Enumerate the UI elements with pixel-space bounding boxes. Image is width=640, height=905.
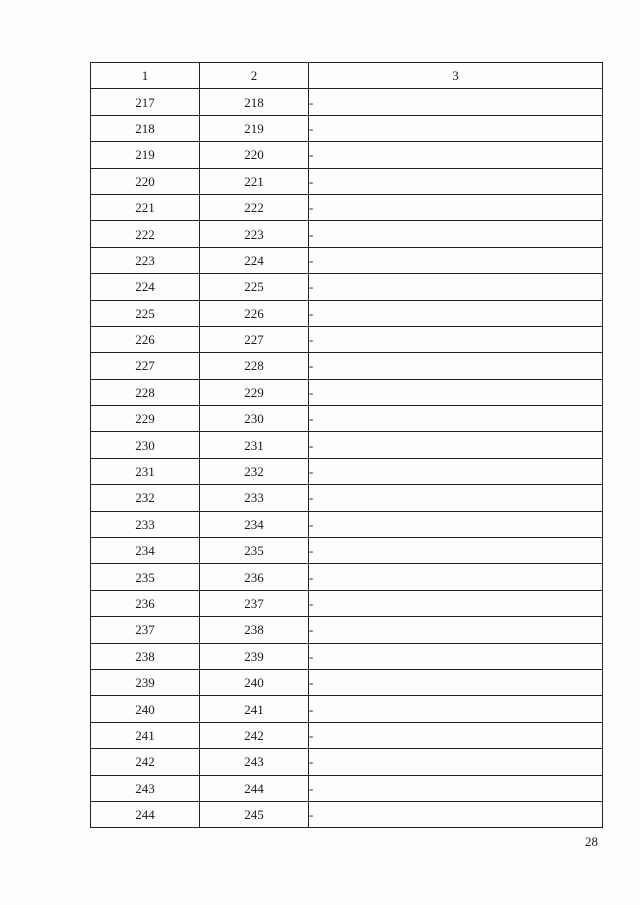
table-row xyxy=(91,538,603,564)
cell-col-2: 227 xyxy=(200,326,309,352)
data-table xyxy=(90,62,603,828)
cell-col-3: - xyxy=(309,722,603,748)
page-number: 28 xyxy=(585,834,598,849)
cell-col-1: 241 xyxy=(91,722,200,748)
cell-col-1: 242 xyxy=(91,749,200,775)
cell-col-2: 218 xyxy=(200,89,309,115)
table-row xyxy=(91,89,603,115)
cell-col-1: 232 xyxy=(91,485,200,511)
table-row xyxy=(91,326,603,352)
cell-col-3: - xyxy=(309,458,603,484)
cell-col-3: - xyxy=(309,590,603,616)
cell-col-2: 240 xyxy=(200,669,309,695)
cell-col-2: 223 xyxy=(200,221,309,247)
cell-col-1: 243 xyxy=(91,775,200,801)
cell-col-2: 220 xyxy=(200,142,309,168)
table-row xyxy=(91,669,603,695)
cell-col-2: 241 xyxy=(200,696,309,722)
cell-col-1: 225 xyxy=(91,300,200,326)
cell-col-3: - xyxy=(309,353,603,379)
column-header-3: 3 xyxy=(309,63,603,89)
cell-col-3: - xyxy=(309,617,603,643)
cell-col-3: - xyxy=(309,485,603,511)
cell-col-2: 245 xyxy=(200,801,309,827)
cell-col-3: - xyxy=(309,115,603,141)
cell-col-3: - xyxy=(309,194,603,220)
cell-col-2: 235 xyxy=(200,538,309,564)
table-row xyxy=(91,590,603,616)
cell-col-2: 228 xyxy=(200,353,309,379)
table-row xyxy=(91,432,603,458)
cell-col-1: 244 xyxy=(91,801,200,827)
cell-col-2: 238 xyxy=(200,617,309,643)
cell-col-2: 244 xyxy=(200,775,309,801)
cell-col-1: 230 xyxy=(91,432,200,458)
cell-col-3: - xyxy=(309,564,603,590)
cell-col-1: 228 xyxy=(91,379,200,405)
table-row xyxy=(91,142,603,168)
table-row xyxy=(91,247,603,273)
table-header-row xyxy=(91,63,603,89)
table-row xyxy=(91,801,603,827)
cell-col-2: 222 xyxy=(200,194,309,220)
cell-col-1: 224 xyxy=(91,274,200,300)
cell-col-2: 234 xyxy=(200,511,309,537)
cell-col-1: 238 xyxy=(91,643,200,669)
cell-col-1: 235 xyxy=(91,564,200,590)
cell-col-2: 237 xyxy=(200,590,309,616)
cell-col-1: 240 xyxy=(91,696,200,722)
table-row xyxy=(91,511,603,537)
cell-col-1: 233 xyxy=(91,511,200,537)
table-row xyxy=(91,696,603,722)
cell-col-3: - xyxy=(309,142,603,168)
cell-col-1: 217 xyxy=(91,89,200,115)
cell-col-1: 221 xyxy=(91,194,200,220)
cell-col-2: 221 xyxy=(200,168,309,194)
table-row xyxy=(91,617,603,643)
cell-col-3: - xyxy=(309,696,603,722)
cell-col-1: 229 xyxy=(91,406,200,432)
cell-col-1: 234 xyxy=(91,538,200,564)
table-row xyxy=(91,274,603,300)
cell-col-2: 232 xyxy=(200,458,309,484)
cell-col-1: 222 xyxy=(91,221,200,247)
cell-col-3: - xyxy=(309,775,603,801)
table-row xyxy=(91,300,603,326)
table-row xyxy=(91,643,603,669)
cell-col-3: - xyxy=(309,247,603,273)
cell-col-3: - xyxy=(309,432,603,458)
table-row xyxy=(91,458,603,484)
cell-col-1: 219 xyxy=(91,142,200,168)
table-row xyxy=(91,485,603,511)
cell-col-2: 233 xyxy=(200,485,309,511)
cell-col-2: 225 xyxy=(200,274,309,300)
table-row xyxy=(91,775,603,801)
cell-col-3: - xyxy=(309,669,603,695)
cell-col-2: 230 xyxy=(200,406,309,432)
cell-col-3: - xyxy=(309,89,603,115)
cell-col-1: 227 xyxy=(91,353,200,379)
cell-col-2: 242 xyxy=(200,722,309,748)
cell-col-3: - xyxy=(309,379,603,405)
table-row xyxy=(91,194,603,220)
cell-col-3: - xyxy=(309,406,603,432)
cell-col-3: - xyxy=(309,538,603,564)
cell-col-2: 236 xyxy=(200,564,309,590)
cell-col-2: 224 xyxy=(200,247,309,273)
cell-col-3: - xyxy=(309,326,603,352)
cell-col-3: - xyxy=(309,643,603,669)
table-row xyxy=(91,168,603,194)
cell-col-2: 229 xyxy=(200,379,309,405)
table-row xyxy=(91,115,603,141)
cell-col-1: 237 xyxy=(91,617,200,643)
table-body xyxy=(91,89,603,828)
cell-col-3: - xyxy=(309,511,603,537)
cell-col-1: 223 xyxy=(91,247,200,273)
cell-col-1: 231 xyxy=(91,458,200,484)
table-row xyxy=(91,564,603,590)
cell-col-1: 236 xyxy=(91,590,200,616)
cell-col-1: 226 xyxy=(91,326,200,352)
cell-col-2: 231 xyxy=(200,432,309,458)
table-row xyxy=(91,749,603,775)
cell-col-1: 239 xyxy=(91,669,200,695)
column-header-2: 2 xyxy=(200,63,309,89)
cell-col-2: 226 xyxy=(200,300,309,326)
cell-col-3: - xyxy=(309,300,603,326)
column-header-1: 1 xyxy=(91,63,200,89)
table-row xyxy=(91,406,603,432)
cell-col-2: 239 xyxy=(200,643,309,669)
cell-col-3: - xyxy=(309,749,603,775)
cell-col-3: - xyxy=(309,221,603,247)
cell-col-1: 220 xyxy=(91,168,200,194)
cell-col-2: 219 xyxy=(200,115,309,141)
cell-col-1: 218 xyxy=(91,115,200,141)
cell-col-2: 243 xyxy=(200,749,309,775)
table-row xyxy=(91,221,603,247)
table-row xyxy=(91,722,603,748)
table-row xyxy=(91,379,603,405)
cell-col-3: - xyxy=(309,168,603,194)
table-row xyxy=(91,353,603,379)
cell-col-3: - xyxy=(309,801,603,827)
cell-col-3: - xyxy=(309,274,603,300)
